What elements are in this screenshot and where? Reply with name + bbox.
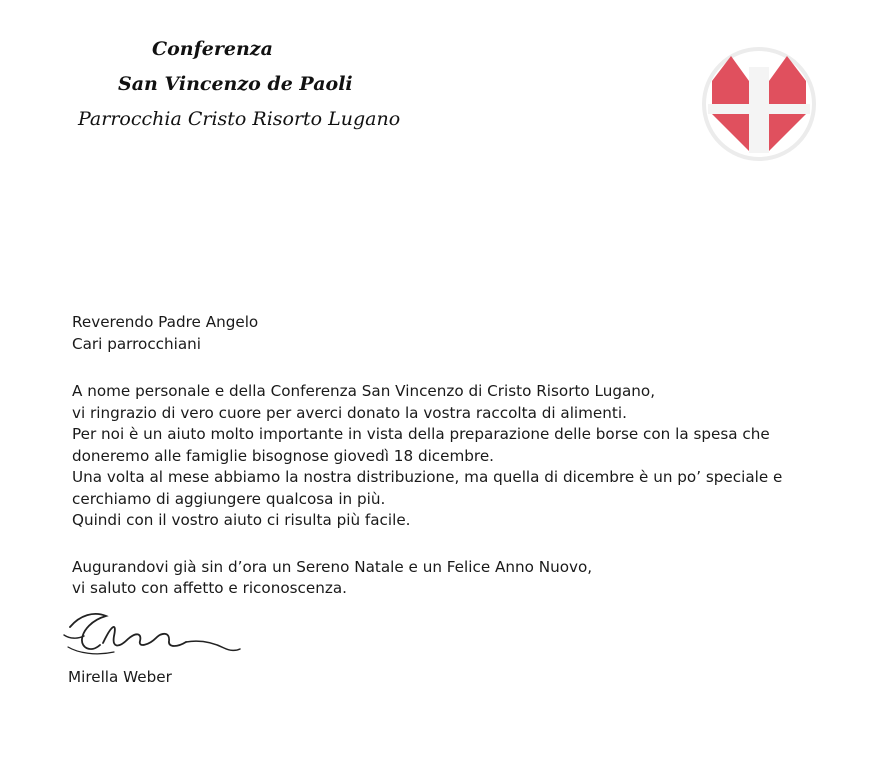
body-line: vi ringrazio di vero cuore per averci donato la vostra raccolta di alimenti. — [72, 403, 627, 422]
closing-line: vi saluto con affetto e riconoscenza. — [72, 579, 347, 597]
salutation-line: Reverendo Padre Angelo — [72, 313, 259, 331]
handwritten-signature-icon — [58, 605, 248, 665]
body-line: Per noi è un aiuto molto importante in vista della preparazione delle borse con la spesa che — [72, 425, 770, 443]
letter-body — [72, 312, 852, 600]
salutation-line: Cari parrocchiani — [72, 334, 202, 353]
body-paragraph — [72, 381, 852, 532]
body-line: Quindi con il vostro aiuto ci risulta più facile. — [72, 511, 411, 529]
parish-name: Parrocchia Cristo Risorto Lugano — [78, 108, 401, 130]
body-line: Una volta al mese abbiamo la nostra distribuzione, ma quella di dicembre è un po’ speciale e — [72, 468, 783, 486]
salutation — [72, 312, 852, 355]
paragraph-gap — [72, 532, 852, 557]
paragraph-gap — [72, 355, 852, 381]
body-line: cerchiamo di aggiungere qualcosa in più. — [72, 489, 386, 508]
closing-line: Augurandovi già sin d’ora un Sereno Natale e un Felice Anno Nuovo, — [72, 557, 593, 576]
heart-cross-logo-icon — [700, 47, 818, 162]
body-line: doneremo alle famiglie bisognose giovedì 18 dicembre. — [72, 446, 495, 465]
organization-name: Conferenza — [152, 38, 273, 60]
body-line: A nome personale e della Conferenza San Vincenzo di Cristo Risorto Lugano, — [72, 382, 656, 400]
organization-subtitle: San Vincenzo de Paoli — [118, 73, 353, 95]
letterhead — [0, 0, 882, 170]
closing-paragraph — [72, 557, 852, 600]
signer-name: Mirella Weber — [68, 668, 172, 686]
